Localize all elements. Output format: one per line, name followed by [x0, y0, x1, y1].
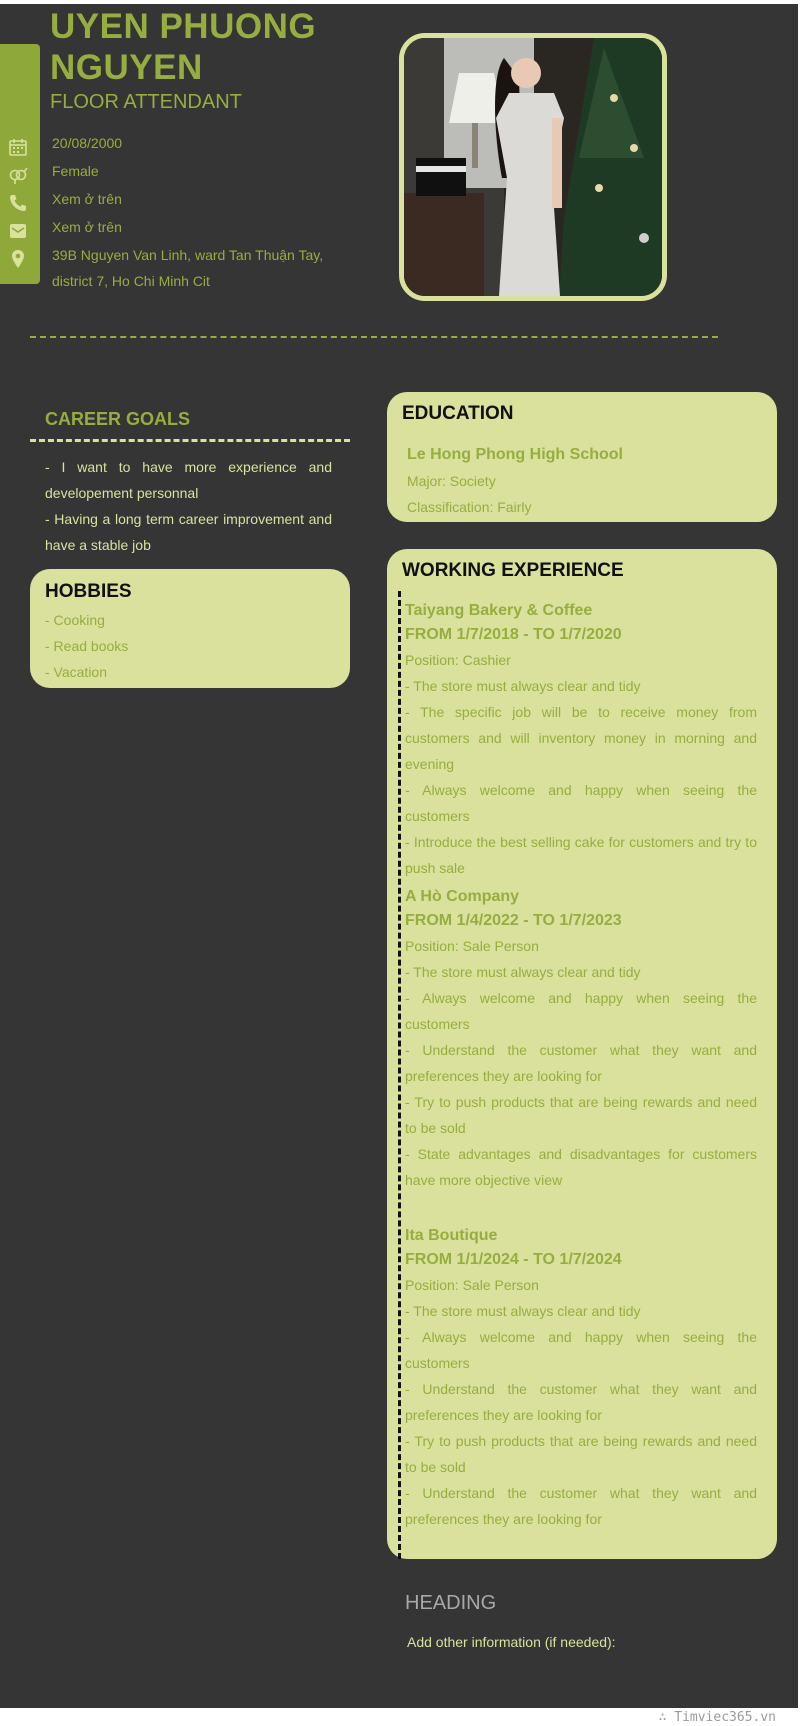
job-duty: - The specific job will be to receive money from customers and will inventory money in morning and evening — [405, 704, 757, 772]
career-goals-heading: CAREER GOALS — [45, 409, 191, 429]
job-duty: - Always welcome and happy when seeing the customers — [405, 990, 757, 1032]
contact-text: 20/08/2000 — [52, 135, 123, 151]
candidate-name: UYEN PHUONG NGUYEN — [50, 7, 317, 87]
job-duty: - Always welcome and happy when seeing the customers — [405, 1329, 757, 1371]
hobby-item: - Cooking — [45, 612, 105, 628]
hobbies-heading: HOBBIES — [45, 581, 132, 602]
career-goals-underline — [30, 439, 350, 442]
extra-note: Add other information (if needed): — [407, 1634, 616, 1650]
hobby-item: - Read books — [45, 638, 129, 654]
school-name: Le Hong Phong High School — [407, 446, 623, 463]
job-duty: - Understand the customer what they want and preferences they are looking for — [405, 1381, 757, 1423]
contact-text: Female — [52, 163, 99, 179]
job-company: A Hò Company — [405, 888, 520, 905]
portrait-image — [404, 38, 662, 296]
education-classification: Classification: Fairly — [407, 499, 532, 515]
location-pin-icon — [6, 247, 30, 271]
job-duty: - Always welcome and happy when seeing the customers — [405, 782, 757, 824]
job-duty: - The store must always clear and tidy — [405, 678, 641, 694]
header-divider — [30, 336, 718, 338]
extra-heading: HEADING — [405, 1592, 497, 1614]
contact-text: Xem ở trên — [52, 219, 122, 235]
hobbies-card — [30, 569, 350, 688]
job-position: Position: Cashier — [405, 652, 511, 668]
career-goal-item: - Having a long term career improvement and have a stable job — [45, 511, 332, 553]
job-position: Position: Sale Person — [405, 1277, 539, 1293]
job-company: Taiyang Bakery & Coffee — [405, 602, 593, 619]
education-major: Major: Society — [407, 473, 496, 489]
email-icon — [6, 219, 30, 243]
job-duty: - Understand the customer what they want and preferences they are looking for — [405, 1042, 757, 1084]
gender-icon — [6, 163, 30, 187]
job-duty: - Try to push products that are being rewards and need to be sold — [405, 1433, 757, 1475]
job-duty: - Understand the customer what they want and preferences they are looking for — [405, 1485, 757, 1527]
job-period: FROM 1/1/2024 - TO 1/7/2024 — [405, 1251, 622, 1268]
experience-timeline — [398, 591, 401, 1559]
phone-icon — [6, 191, 30, 215]
job-duty: - Try to push products that are being rewards and need to be sold — [405, 1094, 757, 1136]
site-watermark: ∴ Timviec365.vn — [658, 1710, 776, 1725]
job-duty: - State advantages and disadvantages for customers have more objective view — [405, 1146, 757, 1188]
hobby-item: - Vacation — [45, 664, 107, 680]
education-card — [387, 392, 777, 522]
job-duty: - The store must always clear and tidy — [405, 1303, 641, 1319]
job-period: FROM 1/4/2022 - TO 1/7/2023 — [405, 912, 622, 929]
profile-photo — [399, 33, 667, 301]
work-experience-heading: WORKING EXPERIENCE — [402, 560, 624, 581]
candidate-title: FLOOR ATTENDANT — [50, 91, 242, 113]
cv-page — [0, 4, 798, 1708]
job-duty: - Introduce the best selling cake for customers and try to push sale — [405, 834, 757, 876]
job-period: FROM 1/7/2018 - TO 1/7/2020 — [405, 626, 622, 643]
career-goal-item: - I want to have more experience and developement personnal — [45, 459, 332, 501]
job-company: Ita Boutique — [405, 1227, 498, 1244]
work-experience-card — [387, 549, 777, 1559]
job-position: Position: Sale Person — [405, 938, 539, 954]
contact-text: 39B Nguyen Van Linh, ward Tan Thuận Tay, district 7, Ho Chi Minh Cit — [52, 247, 324, 289]
education-heading: EDUCATION — [402, 403, 514, 424]
calendar-icon — [6, 135, 30, 159]
contact-text: Xem ở trên — [52, 191, 122, 207]
job-duty: - The store must always clear and tidy — [405, 964, 641, 980]
